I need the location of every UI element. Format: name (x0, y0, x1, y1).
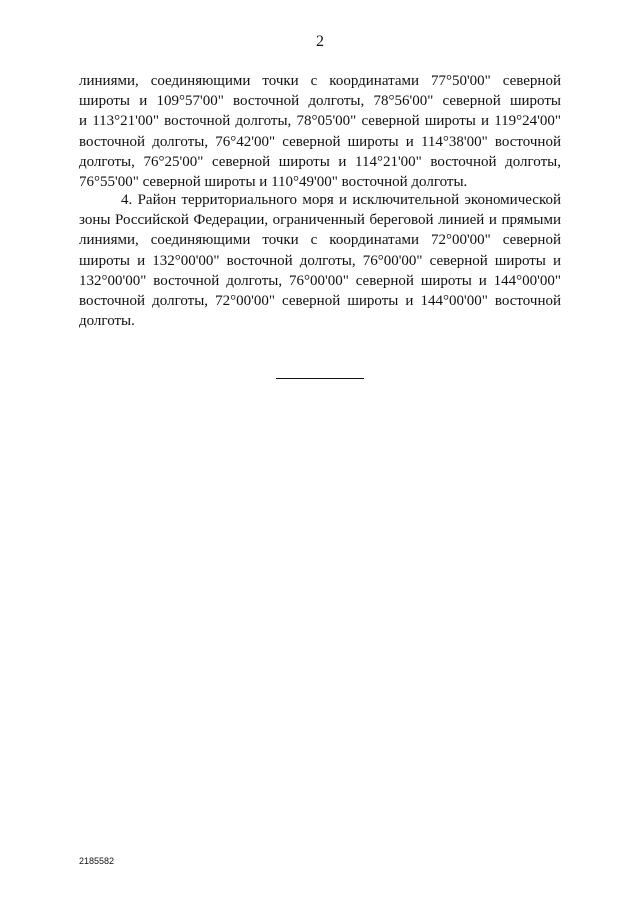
paragraph-line: восточной долготы, 72°00'00" северной широты и 144°00'00" восточной (79, 292, 561, 309)
paragraph-line: долготы, 76°25'00" северной широты и 114°21'00" восточной долготы, (79, 153, 561, 170)
paragraph-continued (79, 71, 561, 192)
paragraph-line: линиями, соединяющими точки с координатами 77°50'00" северной (79, 73, 561, 89)
paragraph-line: 132°00'00" восточной долготы, 76°00'00" северной широты и 144°00'00" (79, 272, 561, 289)
paragraph-line: зоны Российской Федерации, ограниченный береговой линией и прямыми (79, 212, 561, 229)
document-code: 2185582 (79, 856, 115, 866)
end-divider-line (276, 378, 364, 379)
paragraph-line: линиями, соединяющими точки с координатами 72°00'00" северной (79, 232, 561, 249)
paragraph-line: восточной долготы, 76°42'00" северной широты и 114°38'00" восточной (79, 133, 561, 150)
paragraph-line: и 113°21'00" восточной долготы, 78°05'00" северной широты и 119°24'00" (79, 113, 561, 130)
paragraph-4 (79, 190, 561, 331)
page-number: 2 (316, 33, 324, 50)
paragraph-line: 4. Район территориального моря и исключительной экономической (121, 192, 561, 208)
paragraph-line: широты и 109°57'00" восточной долготы, 78°56'00" северной широты (79, 93, 561, 110)
paragraph-line: долготы. (79, 313, 135, 330)
paragraph-line: широты и 132°00'00" восточной долготы, 76°00'00" северной широты и (79, 252, 561, 269)
paragraph-line: 76°55'00" северной широты и 110°49'00" восточной долготы. (79, 173, 468, 190)
